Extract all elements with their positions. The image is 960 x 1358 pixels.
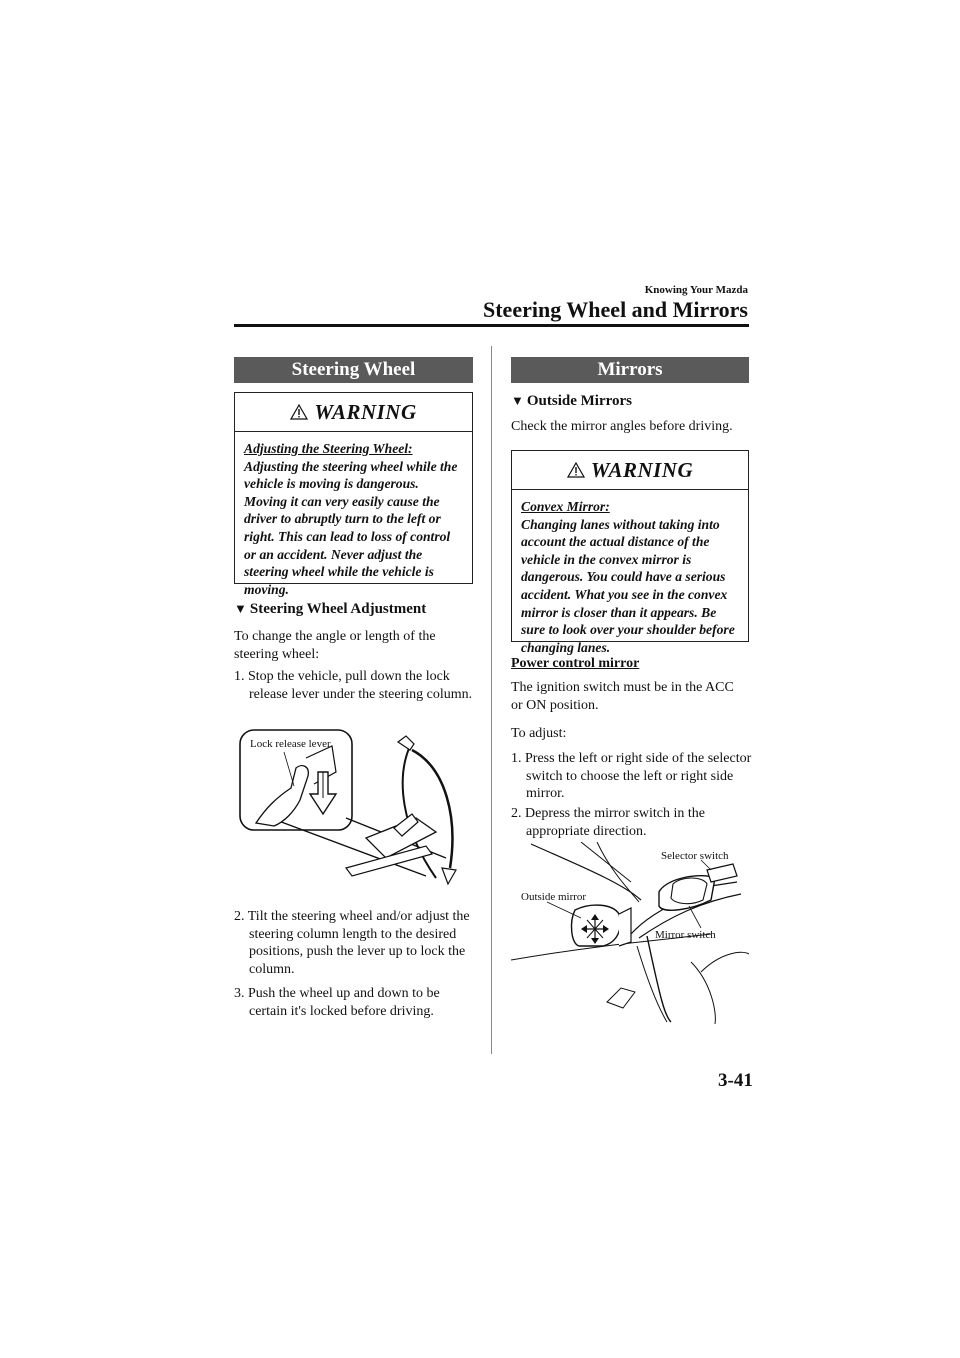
mirrors-intro: Check the mirror angles before driving. [511,419,733,434]
steering-wheel-banner: Steering Wheel [234,357,473,383]
steering-intro: To change the angle or length of the steering wheel: [234,629,436,662]
warning-triangle-icon [290,404,308,420]
steering-step-1: 1. Stop the vehicle, pull down the lock release lever under the steering column. [234,669,473,702]
mirrors-banner: Mirrors [511,357,749,383]
subheading-text: Outside Mirrors [526,393,632,409]
warning-text: Adjusting the steering wheel while the vehicle is moving is dangerous. Moving it can very easily cause the driver to abruptly turn to the left or right. This can lead to loss of control or an accident. Never adjust the steering wheel while the vehicle is moving. [244,458,458,597]
to-adjust-label: To adjust: [511,726,567,741]
mirror-step-2: 2. Depress the mirror switch in the appropriate direction. [511,806,706,839]
mirror-step-1: 1. Press the left or right side of the selector switch to choose the left or right side mirror. [511,751,752,801]
steering-wheel-figure [236,728,472,890]
warning-header [512,451,748,490]
warning-triangle-icon [567,462,585,478]
steering-adjustment-heading [234,601,479,618]
steering-step-2: 2. Tilt the steering wheel and/or adjust the steering column length to the desired positions, push the lever up to lock the column. [234,909,470,977]
page-number: 3-41 [718,1070,753,1091]
warning-label: WARNING [590,458,694,482]
warning-header [235,393,472,432]
mirror-figure [511,842,749,1024]
page-title: Steering Wheel and Mirrors [483,297,748,322]
lock-release-lever-label: Lock release lever [250,738,331,750]
steering-step-3: 3. Push the wheel up and down to be certain it's locked before driving. [234,986,440,1019]
mirror-warning-box [511,450,749,655]
warning-label: WARNING [314,400,417,424]
section-label: Knowing Your Mazda [644,284,748,296]
outside-mirror-label: Outside mirror [521,891,587,903]
mirror-switch-label: Mirror switch [655,929,716,941]
header-rule [234,324,749,327]
steering-warning-box [234,392,473,597]
power-control-text: The ignition switch must be in the ACC or ON position. [511,680,734,713]
triangle-bullet-icon: ▼ [234,601,247,616]
warning-heading: Adjusting the Steering Wheel: [244,441,413,456]
subheading-text: Steering Wheel Adjustment [249,601,427,617]
selector-switch-label: Selector switch [661,850,729,862]
warning-text: Changing lanes without taking into account the actual distance of the vehicle in the convex mirror is dangerous. You could have a serious accident. What you see in the convex mirror is closer than it appears. Be sure to look over your shoulder before changing lanes. [521,516,735,655]
outside-mirrors-heading [511,393,749,410]
warning-heading: Convex Mirror: [521,499,610,514]
power-control-heading: Power control mirror [511,656,640,671]
triangle-bullet-icon: ▼ [511,393,524,408]
